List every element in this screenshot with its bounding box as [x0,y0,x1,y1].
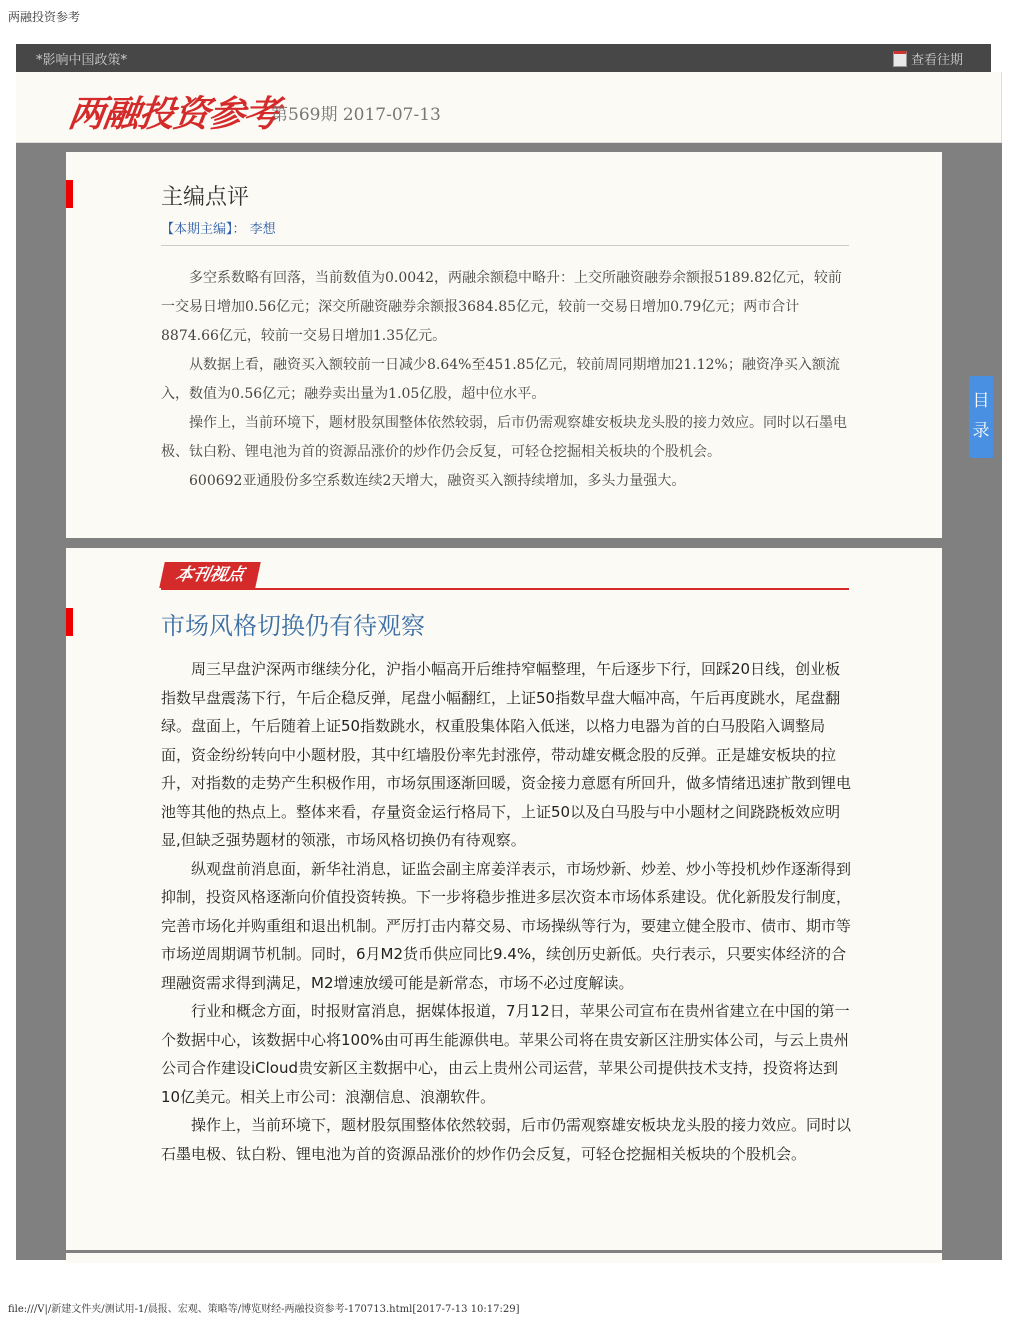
paragraph: 600692亚通股份多空系数连续2天增大，融资买入额持续增加，多头力量强大。 [189,473,686,489]
article-body [161,655,851,1168]
toc-label-2: 录 [972,421,990,441]
slogan: *影响中国政策* [36,53,128,68]
history-label: 查看往期 [910,53,963,68]
header [16,72,1002,143]
page-title: 两融投资参考 [8,10,81,24]
paragraph: 行业和概念方面，时报财富消息，据媒体报道，7月12日，苹果公司宣布在贵州省建立在中国的第一个数据中心，该数据中心将100%由可再生能源供电。苹果公司将在贵安新区注册实体公司，与云上贵州公司合作建设iCloud贵安新区主数据中心，由云上贵州公司运营，苹果公司提供技术支持，投资将达到10亿美元。相关上市公司：浪潮信息、浪潮软件。 [161,1002,850,1106]
section-marker [66,608,73,636]
toc-label-1: 目 [972,391,990,411]
editor-label: 【本期主编】： [161,222,246,237]
banner-rule [161,588,849,590]
editor-line [161,218,276,237]
section-banner: 本刊视点 [159,562,261,588]
paragraph: 多空系数略有回落，当前数值为0.0042，两融余额稳中略升：上交所融资融券余额报5189.82亿元，较前一交易日增加0.56亿元；深交所融资融券余额报3684.85亿元，较前一交易日增加0.79亿元；两市合计8874.66亿元，较前一交易日增加1.35亿元。 [161,270,842,344]
history-link[interactable] [911,49,963,68]
paragraph: 操作上，当前环境下，题材股氛围整体依然较弱，后市仍需观察雄安板块龙头股的接力效应。同时以石墨电极、钛白粉、锂电池为首的资源品涨价的炒作仍会反复，可轻仓挖掘相关板块的个股机会。 [161,415,847,460]
section-title: 主编点评 [161,185,250,210]
editor-name[interactable]: 李想 [249,222,276,237]
paragraph: 操作上，当前环境下，题材股氛围整体依然较弱，后市仍需观察雄安板块龙头股的接力效应。同时以石墨电极、钛白粉、锂电池为首的资源品涨价的炒作仍会反复，可轻仓挖掘相关板块的个股机会。 [161,1116,852,1163]
editor-comment-body [161,264,851,496]
footer-path: file:///V|/新建文件夹/测试用-1/晨报、宏观、策略等/博览财经-两融投资参考-170713.html[2017-7-13 10:17:29] [8,1304,520,1315]
calendar-icon [893,51,907,67]
paragraph: 周三早盘沪深两市继续分化，沪指小幅高开后维持窄幅整理，午后逐步下行，回踩20日线，创业板指数早盘震荡下行，午后企稳反弹，尾盘小幅翻红，上证50指数早盘大幅冲高，午后再度跳水，尾盘翻绿。盘面上，午后随着上证50指数跳水，权重股集体陷入低迷，以格力电器为首的白马股陷入调整局面，资金纷纷转向中小题材股，其中红墙股份率先封涨停，带动雄安概念股的反弹。正是雄安板块的拉升，对指数的走势产生积极作用，市场氛围逐渐回暖，资金接力意愿有所回升，做多情绪迅速扩散到锂电池等其他的热点上。整体来看，存量资金运行格局下，上证50以及白马股与中小题材之间跷跷板效应明显,但缺乏强势题材的领涨，市场风格切换仍有待观察。 [161,660,852,849]
toc-button[interactable] [969,376,993,458]
divider [161,245,849,246]
top-bar [16,44,991,72]
section-marker [66,180,73,208]
article-title: 市场风格切换仍有待观察 [161,612,425,640]
paragraph: 从数据上看，融资买入额较前一日减少8.64%至451.85亿元，较前周同期增加21.12%；融资净买入额流入，数值为0.56亿元；融券卖出量为1.05亿股，超中位水平。 [161,357,840,402]
logo: 两融投资参考 [65,94,282,135]
view-card [66,548,942,1250]
next-card [66,1253,942,1263]
paragraph: 纵观盘前消息面，新华社消息，证监会副主席姜洋表示，市场炒新、炒差、炒小等投机炒作逐渐得到抑制，投资风格逐渐向价值投资转换。下一步将稳步推进多层次资本市场体系建设。优化新股发行制度，完善市场化并购重组和退出机制。严厉打击内幕交易、市场操纵等行为，要建立健全股市、债市、期市等市场逆周期调节机制。同时，6月M2货币供应同比9.4%，续创历史新低。央行表示，只要实体经济的合理融资需求得到满足，M2增速放缓可能是新常态，市场不必过度解读。 [161,859,852,992]
issue-info: 第569期 2017-07-13 [271,105,441,125]
editor-comment-card [66,152,942,538]
